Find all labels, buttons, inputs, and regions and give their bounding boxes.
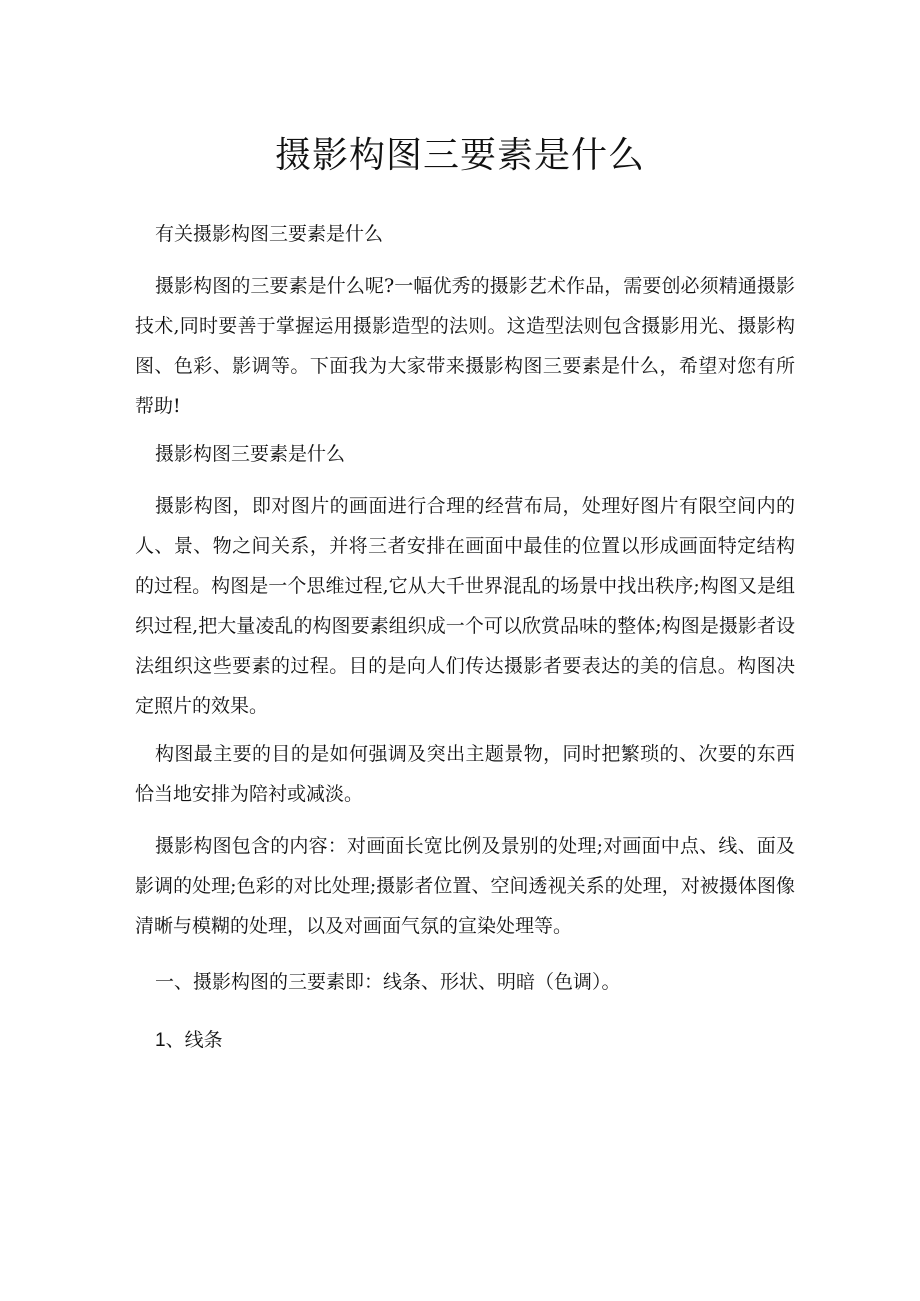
paragraph-3: 构图最主要的目的是如何强调及突出主题景物，同时把繁琐的、次要的东西恰当地安排为陪衬或减淡。 bbox=[135, 743, 795, 805]
section-heading-1: 一、摄影构图的三要素即：线条、形状、明暗（色调）。 bbox=[155, 971, 621, 993]
list-item-1 bbox=[135, 1020, 795, 1061]
subtitle-paragraph: 摄影构图三要素是什么 bbox=[155, 443, 346, 465]
paragraph-2: 摄影构图，即对图片的画面进行合理的经营布局，处理好图片有限空间内的人、景、物之间关系，并将三者安排在画面中最佳的位置以形成画面特定结构的过程。构图是一个思维过程,它从大千世界混乱的场景中找出秩序;构图又是组织过程,把大量凌乱的构图要素组织成一个可以欣赏品味的整体;构图是摄影者设法组织这些要素的过程。目的是向人们传达摄影者要表达的美的信息。构图决定照片的效果。 bbox=[135, 495, 795, 717]
paragraph-4: 摄影构图包含的内容：对画面长宽比例及景别的处理;对画面中点、线、面及影调的处理;色彩的对比处理;摄影者位置、空间透视关系的处理，对被摄体图像清晰与模糊的处理，以及对画面气氛的宣染处理等。 bbox=[135, 835, 795, 937]
document-body bbox=[135, 214, 795, 1061]
paragraph-1: 摄影构图的三要素是什么呢?一幅优秀的摄影艺术作品，需要创必须精通摄影技术,同时要善于掌握运用摄影造型的法则。这造型法则包含摄影用光、摄影构图、色彩、影调等。下面我为大家带来摄影构图三要素是什么，希望对您有所帮助! bbox=[135, 275, 795, 417]
list-item-text: 、线条 bbox=[165, 1029, 223, 1051]
document-title: 摄影构图三要素是什么 bbox=[274, 135, 645, 176]
intro-paragraph: 有关摄影构图三要素是什么 bbox=[155, 223, 384, 245]
list-item-number: 1 bbox=[155, 1030, 166, 1051]
